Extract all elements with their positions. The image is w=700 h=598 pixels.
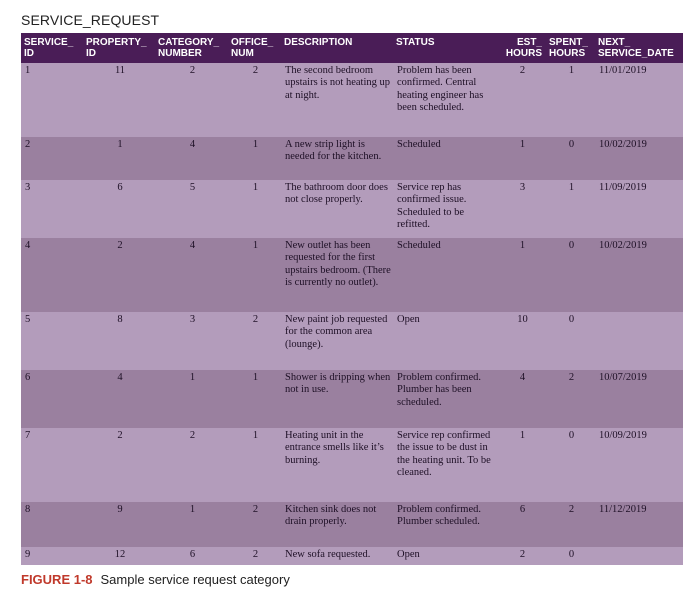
cell-office-num: 1 xyxy=(228,428,281,502)
cell-category-number: 2 xyxy=(155,428,228,502)
cell-service-id: 6 xyxy=(21,370,83,428)
cell-category-number: 6 xyxy=(155,547,228,565)
column-header-next-service-date: NEXT_ SERVICE_DATE xyxy=(595,33,683,63)
table-row xyxy=(21,63,683,137)
cell-next-service-date: 11/09/2019 xyxy=(595,180,683,238)
cell-description: New paint job requested for the common area (lounge). xyxy=(281,312,393,370)
table-row xyxy=(21,238,683,312)
cell-description: The bathroom door does not close properly. xyxy=(281,180,393,238)
figure-label: FIGURE 1-8 xyxy=(21,572,93,587)
cell-est-hours: 1 xyxy=(497,137,546,180)
column-header-spent-hours: SPENT_ HOURS xyxy=(546,33,595,63)
table-title: SERVICE_REQUEST xyxy=(21,12,160,28)
cell-status: Scheduled xyxy=(393,137,497,180)
cell-service-id: 4 xyxy=(21,238,83,312)
cell-office-num: 2 xyxy=(228,502,281,547)
cell-service-id: 2 xyxy=(21,137,83,180)
service-request-table xyxy=(21,33,683,565)
cell-description: The second bedroom upstairs is not heating up at night. xyxy=(281,63,393,137)
cell-office-num: 2 xyxy=(228,312,281,370)
cell-property-id: 1 xyxy=(83,137,155,180)
cell-description: New outlet has been requested for the first upstairs bedroom. (There is currently no outlet). xyxy=(281,238,393,312)
cell-next-service-date: 11/12/2019 xyxy=(595,502,683,547)
cell-est-hours: 1 xyxy=(497,238,546,312)
cell-est-hours: 1 xyxy=(497,428,546,502)
cell-description: Kitchen sink does not drain properly. xyxy=(281,502,393,547)
cell-property-id: 2 xyxy=(83,428,155,502)
cell-service-id: 3 xyxy=(21,180,83,238)
cell-status: Problem has been confirmed. Central heating engineer has been scheduled. xyxy=(393,63,497,137)
column-header-property-id: PROPERTY_ ID xyxy=(83,33,155,63)
cell-category-number: 1 xyxy=(155,502,228,547)
cell-office-num: 1 xyxy=(228,238,281,312)
column-header-category-number: CATEGORY_ NUMBER xyxy=(155,33,228,63)
cell-description: Shower is dripping when not in use. xyxy=(281,370,393,428)
column-header-description: DESCRIPTION xyxy=(281,33,393,63)
cell-service-id: 8 xyxy=(21,502,83,547)
cell-property-id: 8 xyxy=(83,312,155,370)
cell-service-id: 7 xyxy=(21,428,83,502)
table-row xyxy=(21,428,683,502)
cell-office-num: 2 xyxy=(228,63,281,137)
figure-caption xyxy=(21,572,290,587)
cell-est-hours: 4 xyxy=(497,370,546,428)
column-header-service-id: SERVICE_ ID xyxy=(21,33,83,63)
cell-service-id: 9 xyxy=(21,547,83,565)
cell-description: Heating unit in the entrance smells like it’s burning. xyxy=(281,428,393,502)
cell-spent-hours: 0 xyxy=(546,238,595,312)
cell-category-number: 3 xyxy=(155,312,228,370)
cell-spent-hours: 1 xyxy=(546,63,595,137)
cell-spent-hours: 2 xyxy=(546,370,595,428)
column-header-office-num: OFFICE_ NUM xyxy=(228,33,281,63)
cell-next-service-date: 10/07/2019 xyxy=(595,370,683,428)
cell-next-service-date: 10/09/2019 xyxy=(595,428,683,502)
cell-office-num: 2 xyxy=(228,547,281,565)
cell-property-id: 12 xyxy=(83,547,155,565)
cell-spent-hours: 0 xyxy=(546,547,595,565)
cell-property-id: 6 xyxy=(83,180,155,238)
cell-service-id: 1 xyxy=(21,63,83,137)
cell-next-service-date xyxy=(595,312,683,370)
cell-spent-hours: 0 xyxy=(546,428,595,502)
table-body xyxy=(21,63,683,565)
cell-next-service-date: 10/02/2019 xyxy=(595,137,683,180)
cell-status: Problem confirmed. Plumber scheduled. xyxy=(393,502,497,547)
cell-spent-hours: 0 xyxy=(546,137,595,180)
cell-next-service-date: 10/02/2019 xyxy=(595,238,683,312)
cell-status: Service rep has confirmed issue. Scheduled to be refitted. xyxy=(393,180,497,238)
caption-text: Sample service request category xyxy=(100,572,290,587)
cell-description: New sofa requested. xyxy=(281,547,393,565)
table-row xyxy=(21,502,683,547)
cell-status: Scheduled xyxy=(393,238,497,312)
table-row xyxy=(21,547,683,565)
table-row xyxy=(21,180,683,238)
cell-office-num: 1 xyxy=(228,370,281,428)
cell-spent-hours: 1 xyxy=(546,180,595,238)
cell-spent-hours: 0 xyxy=(546,312,595,370)
cell-est-hours: 3 xyxy=(497,180,546,238)
cell-property-id: 4 xyxy=(83,370,155,428)
table-row xyxy=(21,312,683,370)
cell-est-hours: 2 xyxy=(497,63,546,137)
cell-status: Problem confirmed. Plumber has been scheduled. xyxy=(393,370,497,428)
cell-status: Service rep confirmed the issue to be dust in the heating unit. To be cleaned. xyxy=(393,428,497,502)
cell-spent-hours: 2 xyxy=(546,502,595,547)
cell-property-id: 9 xyxy=(83,502,155,547)
cell-service-id: 5 xyxy=(21,312,83,370)
cell-category-number: 5 xyxy=(155,180,228,238)
cell-office-num: 1 xyxy=(228,180,281,238)
cell-office-num: 1 xyxy=(228,137,281,180)
cell-next-service-date: 11/01/2019 xyxy=(595,63,683,137)
table-row xyxy=(21,137,683,180)
cell-est-hours: 10 xyxy=(497,312,546,370)
table-row xyxy=(21,370,683,428)
column-header-status: STATUS xyxy=(393,33,497,63)
cell-description: A new strip light is needed for the kitchen. xyxy=(281,137,393,180)
cell-status: Open xyxy=(393,547,497,565)
header-row xyxy=(21,33,683,63)
cell-next-service-date xyxy=(595,547,683,565)
cell-est-hours: 6 xyxy=(497,502,546,547)
cell-category-number: 1 xyxy=(155,370,228,428)
cell-category-number: 2 xyxy=(155,63,228,137)
cell-est-hours: 2 xyxy=(497,547,546,565)
cell-property-id: 11 xyxy=(83,63,155,137)
cell-property-id: 2 xyxy=(83,238,155,312)
cell-category-number: 4 xyxy=(155,137,228,180)
cell-category-number: 4 xyxy=(155,238,228,312)
column-header-est-hours: EST_ HOURS xyxy=(497,33,546,63)
cell-status: Open xyxy=(393,312,497,370)
